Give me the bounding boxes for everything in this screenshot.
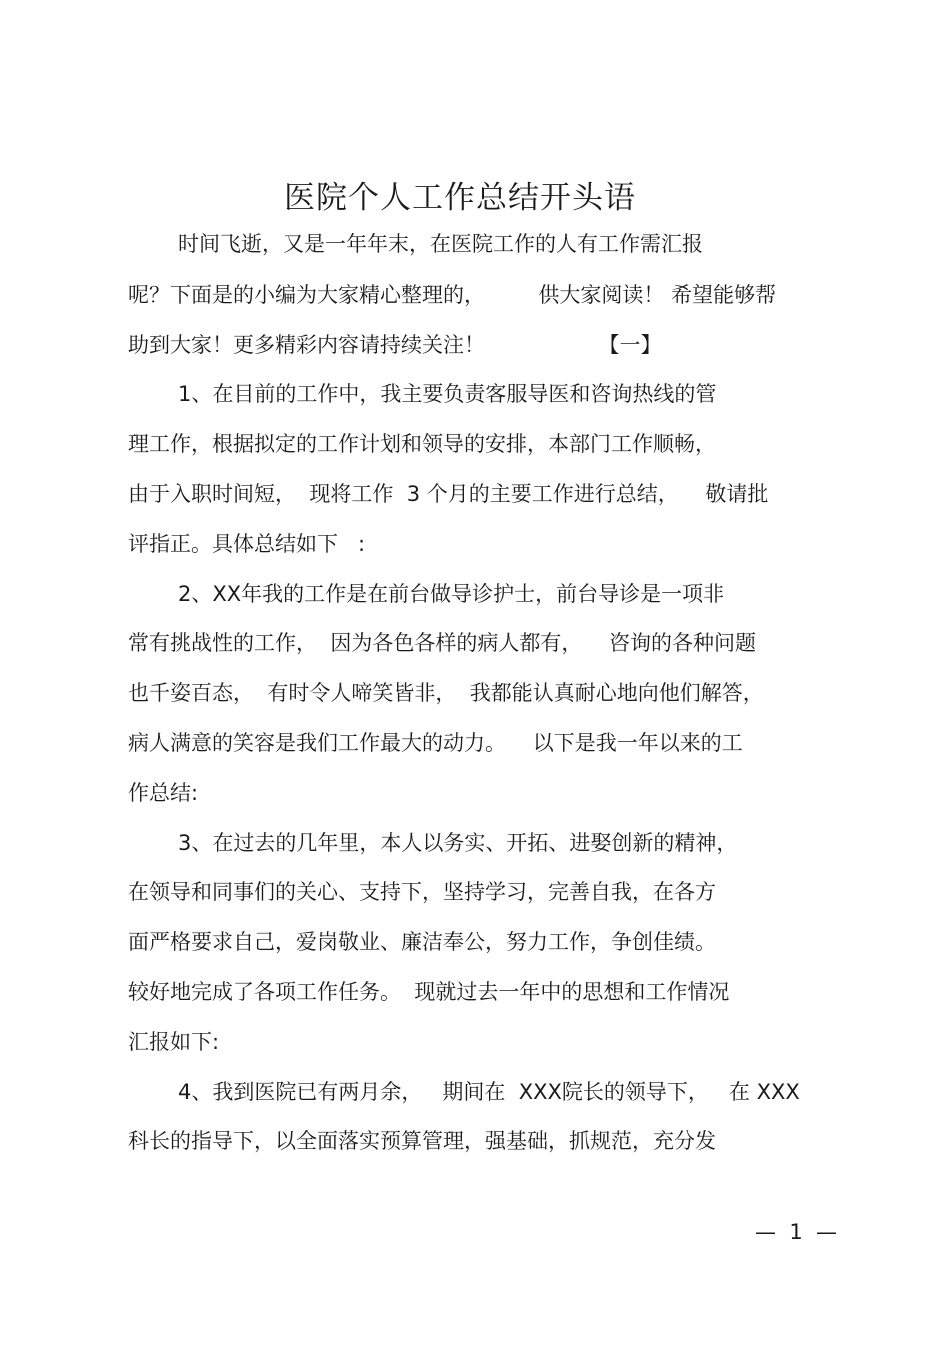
body-line: 也千姿百态， 有时令人啼笑皆非， 我都能认真耐心地向他们解答， xyxy=(128,681,764,705)
body-line: 常有挑战性的工作， 因为各色各样的病人都有， 咨询的各种问题 xyxy=(128,631,757,655)
body-line: 2、XX年我的工作是在前台做导诊护士，前台导诊是一项非 xyxy=(178,582,725,606)
body-line: 作总结: xyxy=(128,781,199,805)
document-title: 医院个人工作总结开头语 xyxy=(284,180,636,216)
body-line: 时间飞逝，又是一年年末，在医院工作的人有工作需汇报 xyxy=(178,232,703,256)
body-line: 较好地完成了各项工作任务。 现就过去一年中的思想和工作情况 xyxy=(128,980,730,1004)
body-line: 科长的指导下，以全面落实预算管理，强基础，抓规范，充分发 xyxy=(128,1129,716,1153)
body-line: 汇报如下: xyxy=(128,1030,220,1054)
body-line: 由于入职时间短， 现将工作 3 个月的主要工作进行总结， 敬请批 xyxy=(128,482,769,506)
body-line: 3、在过去的几年里，本人以务实、开拓、进娶创新的精神， xyxy=(178,831,738,855)
body-line: 助到大家！更多精彩内容请持续关注！ 【一】 xyxy=(128,333,662,357)
body-line: 1、在目前的工作中，我主要负责客服导医和咨询热线的管 xyxy=(178,382,717,406)
body-line: 评指正。具体总结如下 : xyxy=(128,532,366,556)
body-line: 面严格要求自己，爱岗敬业、廉洁奉公，努力工作，争创佳绩。 xyxy=(128,930,716,954)
body-line: 呢？下面是的小编为大家精心整理的， 供大家阅读！ 希望能够帮 xyxy=(128,283,777,307)
body-line: 理工作，根据拟定的工作计划和领导的安排，本部门工作顺畅， xyxy=(128,432,716,456)
body-line: 4、我到医院已有两月余， 期间在 XXX院长的领导下， 在 XXX xyxy=(178,1080,800,1104)
body-line: 病人满意的笑容是我们工作最大的动力。 以下是我一年以来的工 xyxy=(128,731,743,755)
body-line: 在领导和同事们的关心、支持下，坚持学习，完善自我，在各方 xyxy=(128,880,716,904)
page-number: — 1 — xyxy=(755,1220,838,1244)
